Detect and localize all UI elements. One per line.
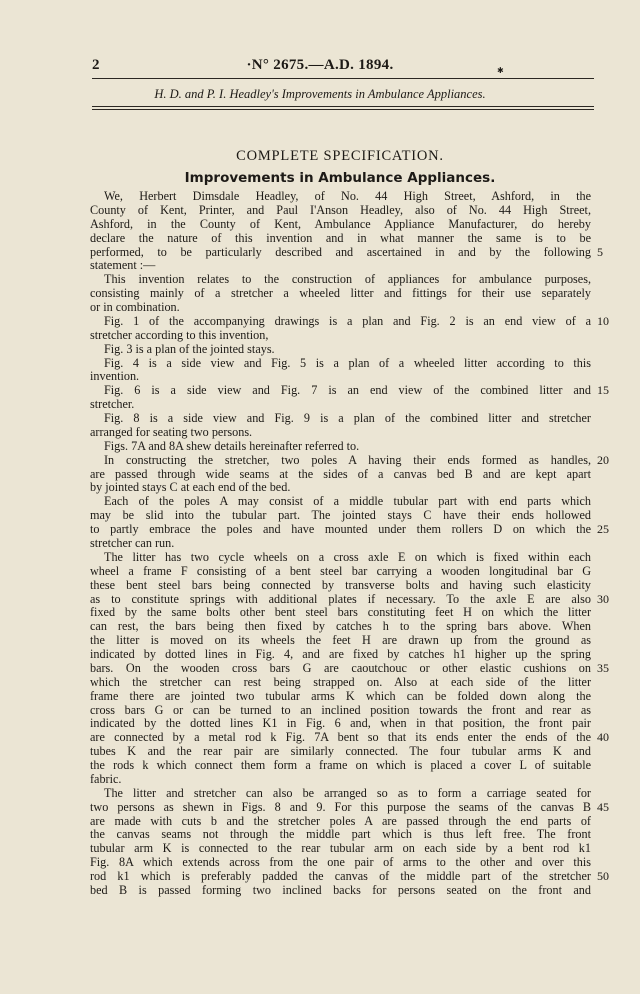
- text-line: two persons as shewn in Figs. 8 and 9. For this purpose the seams of the canvas B: [90, 799, 591, 814]
- text-line: tubes K and the rear pair are similarly connected. The four tubular arms K and: [90, 744, 591, 759]
- text-line: these bent steel bars being connected by transverse bolts and having such elasticity: [90, 577, 591, 592]
- running-title: H. D. and P. I. Headley's Improvements in Ambulance Appliances.: [154, 87, 486, 101]
- text-line: are made with cuts b and the stretcher poles A are passed through the end parts of: [90, 813, 591, 828]
- text-line: stretcher according to this invention,: [90, 327, 269, 342]
- text-line: Fig. 3 is a plan of the jointed stays.: [104, 341, 275, 356]
- text-line: wheel a frame F consisting of a bent steel bar carrying a wooden longitudinal bar G: [90, 563, 591, 578]
- text-line: which the stretcher can rest being strapped on. Also at each side of the litter: [90, 674, 591, 689]
- margin-line-number: 5: [597, 244, 603, 259]
- text-line: by jointed stays C at each end of the bed.: [90, 480, 291, 495]
- section-subtitle: Improvements in Ambulance Appliances.: [184, 170, 496, 186]
- text-line: Ashford, in the County of Kent, Ambulance Appliance Manufacturer, do hereby: [90, 216, 591, 231]
- text-line: bars. On the wooden cross bars G are caoutchouc or other elastic cushions on: [90, 660, 591, 675]
- text-line: or in combination.: [90, 300, 180, 315]
- margin-line-number: 30: [597, 591, 609, 606]
- margin-line-number: 20: [597, 452, 609, 467]
- text-line: Fig. 6 is a side view and Fig. 7 is an end view of the combined litter and: [104, 383, 591, 398]
- margin-line-number: 10: [597, 313, 609, 328]
- margin-line-number: 35: [597, 660, 609, 675]
- text-line: frame there are jointed two tubular arms K which can be folded down along the: [90, 688, 591, 703]
- text-line: We, Herbert Dimsdale Headley, of No. 44 High Street, Ashford, in the: [104, 189, 591, 203]
- text-line: stretcher can run.: [90, 536, 175, 550]
- patent-number: ·N° 2675.—A.D. 1894.: [246, 57, 394, 73]
- header-rule: [92, 78, 594, 79]
- text-line: are passed through wide seams at the sides of a canvas bed B and are kept apart: [90, 466, 591, 481]
- text-line: as to constitute springs with additional plates if necessary. To the axle E are also: [90, 591, 591, 606]
- text-line: to partly embrace the poles and have mounted under them rollers D on which the: [90, 522, 591, 537]
- running-title-rule-bottom: [92, 109, 594, 110]
- text-line: cross bars G or can be turned to an inclined position towards the front and rear as: [90, 702, 591, 717]
- text-line: indicated by the dotted lines K1 in Fig. 6 and, when in that position, the front pair: [90, 716, 591, 731]
- text-line: Fig. 8A which extends across from the one pair of arms to the other and over this: [90, 855, 591, 870]
- text-line: may be slid into the tubular part. The jointed stays C have their ends hollowed: [90, 508, 591, 523]
- page-number: 2: [92, 57, 100, 73]
- running-title-rule-top: [92, 106, 594, 107]
- text-line: The litter has two cycle wheels on a cross axle E on which is fixed within each: [104, 549, 591, 564]
- text-line: performed, to be particularly described and ascertained in and by the following: [90, 244, 591, 259]
- text-line: Fig. 8 is a side view and Fig. 9 is a plan of the combined litter and stretcher: [104, 411, 591, 426]
- text-line: are connected by a metal rod k Fig. 7A bent so that its ends enter the ends of the: [90, 730, 591, 745]
- text-line: rod k1 which is preferably padded the canvas of the middle part of the stretcher: [90, 869, 591, 884]
- text-line: Figs. 7A and 8A shew details hereinafter referred to.: [104, 438, 360, 453]
- text-line: bed B is passed forming two inclined backs for persons seated on the front and: [90, 883, 591, 897]
- text-line: the canvas seams not through the middle part which is thus left free. The front: [90, 827, 591, 842]
- text-line: indicated by dotted lines in Fig. 4, and are fixed by catches h1 higher up the spring: [90, 647, 591, 662]
- text-line: County of Kent, Printer, and Paul I'Anson Headley, also of No. 44 High Street,: [90, 202, 591, 217]
- text-line: stretcher.: [90, 397, 135, 412]
- text-line: tubular arm K is connected to the rear tubular arm on each side by a bent rod k1: [90, 841, 591, 856]
- text-line: the litter is moved on its wheels the feet H are drawn up from the ground as: [90, 633, 591, 648]
- text-line: Fig. 4 is a side view and Fig. 5 is a plan of a wheeled litter according to this: [104, 355, 591, 370]
- text-line: can rest, the bars being then fixed by catches h to the spring bars above. When: [90, 619, 591, 634]
- text-line: fabric.: [90, 771, 122, 786]
- text-line: This invention relates to the construction of appliances for ambulance purposes,: [104, 272, 591, 287]
- margin-line-number: 45: [597, 799, 609, 814]
- text-line: declare the nature of this invention and in what manner the same is to be: [90, 230, 591, 245]
- printer-mark: ✱: [497, 66, 504, 75]
- text-line: invention.: [90, 369, 140, 384]
- text-line: In constructing the stretcher, two poles A having their ends formed as handles,: [104, 452, 591, 467]
- text-line: consisting mainly of a stretcher a wheeled litter and fittings for their use separately: [90, 286, 591, 301]
- text-line: The litter and stretcher can also be arranged so as to form a carriage seated for: [104, 785, 591, 800]
- text-line: the rods k which connect them form a frame on which is placed a cover L of suitable: [90, 758, 591, 773]
- text-line: arranged for seating two persons.: [90, 424, 253, 439]
- margin-line-number: 25: [597, 522, 609, 537]
- section-heading: COMPLETE SPECIFICATION.: [236, 148, 444, 164]
- text-line: Each of the poles A may consist of a middle tubular part with end parts which: [104, 494, 591, 509]
- text-line: statement :—: [90, 258, 156, 273]
- margin-line-number: 40: [597, 730, 609, 745]
- margin-line-number: 50: [597, 869, 609, 884]
- margin-line-number: 15: [597, 383, 609, 398]
- text-line: Fig. 1 of the accompanying drawings is a plan and Fig. 2 is an end view of a: [104, 313, 591, 328]
- text-line: fixed by the same bolts other bent steel bars constituting feet H on which the litter: [90, 605, 591, 620]
